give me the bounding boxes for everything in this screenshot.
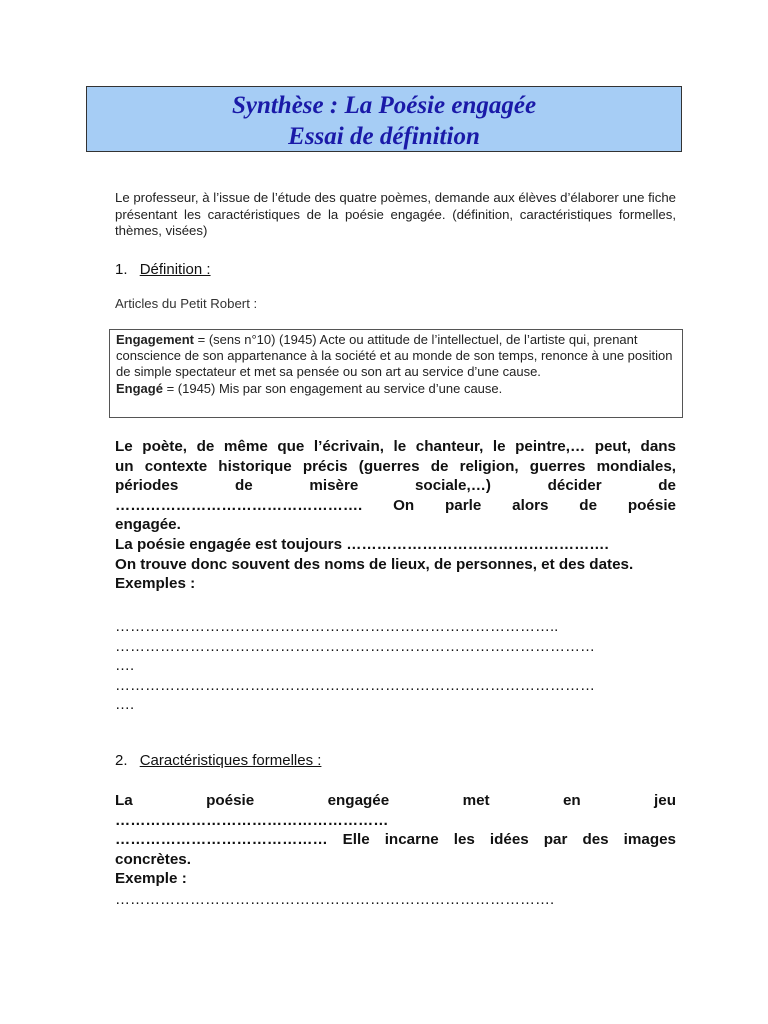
body-text: La poésie engagée est toujours [115,535,347,553]
section-2-body [115,791,676,889]
fill-in-blank: …………………………………………… [346,535,605,553]
example-line: …………………………………………………………………………………… [115,638,595,655]
example-line: …………………………………………………………………………………… [115,677,595,694]
body-line [115,496,676,516]
section-2-number: 2. [115,752,128,769]
body-line: périodes de misère sociale,…) décider de [115,477,676,495]
section-2-title: Caractéristiques formelles : [139,752,322,769]
body-line: engagée. [115,516,181,534]
articles-label: Articles du Petit Robert : [115,296,258,311]
title-line-1: Synthèse : La Poésie engagée [231,92,537,119]
example-label: Exemple : [115,870,187,888]
title-box [86,86,682,152]
section-2-heading [115,752,321,769]
body-line: La poésie engagée met en jeu [115,792,676,809]
fill-in-blank: ……………………………………………… [115,811,389,829]
body-text: Elle incarne les idées par des images [327,831,676,849]
body-line: un contexte historique précis (guerres de religion, guerres mondiales, [115,457,676,475]
example-line: …. [115,657,135,674]
example-line: ……………………………………………………………………………. [115,891,555,908]
body-line [115,830,676,850]
example-line: …. [115,696,135,713]
example-line: …………………………………………………………………………….. [115,618,559,635]
fill-in-blank: ………………………………………… [115,496,358,514]
intro-paragraph: Le professeur, à l’issue de l’étude des quatre poèmes, demande aux élèves d’élaborer une fiche présentant les caractéristiques de la poésie engagée. (définition, caractéristiques formelles, thèmes, visées) [115,190,676,238]
examples-label: Exemples : [115,575,196,593]
body-line: Le poète, de même que l’écrivain, le chanteur, le peintre,… peut, dans [115,438,676,455]
definition-term: Engagement [116,332,195,347]
section-1-title: Définition : [139,261,211,278]
definition-engagement [116,332,676,381]
section-1-heading [115,261,211,278]
definition-text: = (1945) Mis par son engagement au service d’une cause. [162,380,503,396]
body-text: . [604,535,609,553]
body-line: On trouve donc souvent des noms de lieux, de personnes, et des dates. [115,555,634,573]
section-1-body [115,437,676,594]
title-line-2: Essai de définition [288,123,480,150]
section-1-number: 1. [115,261,128,278]
body-line: concrètes. [115,850,191,868]
body-line [115,535,676,555]
definition-engage [116,381,676,397]
fill-in-blank: …………………………………… [115,831,328,849]
definition-text: = (sens n°10) (1945) Acte ou attitude de l’intellectuel, de l’artiste qui, prenant conscience de son appartenance à la société et au monde de son temps, renonce à une position de simple spectateur et met sa pensée ou son art au service d’une cause. [116,332,673,380]
definition-term: Engagé [116,380,163,396]
body-text: . On parle alors de poésie [358,496,676,514]
definition-box [109,329,683,418]
